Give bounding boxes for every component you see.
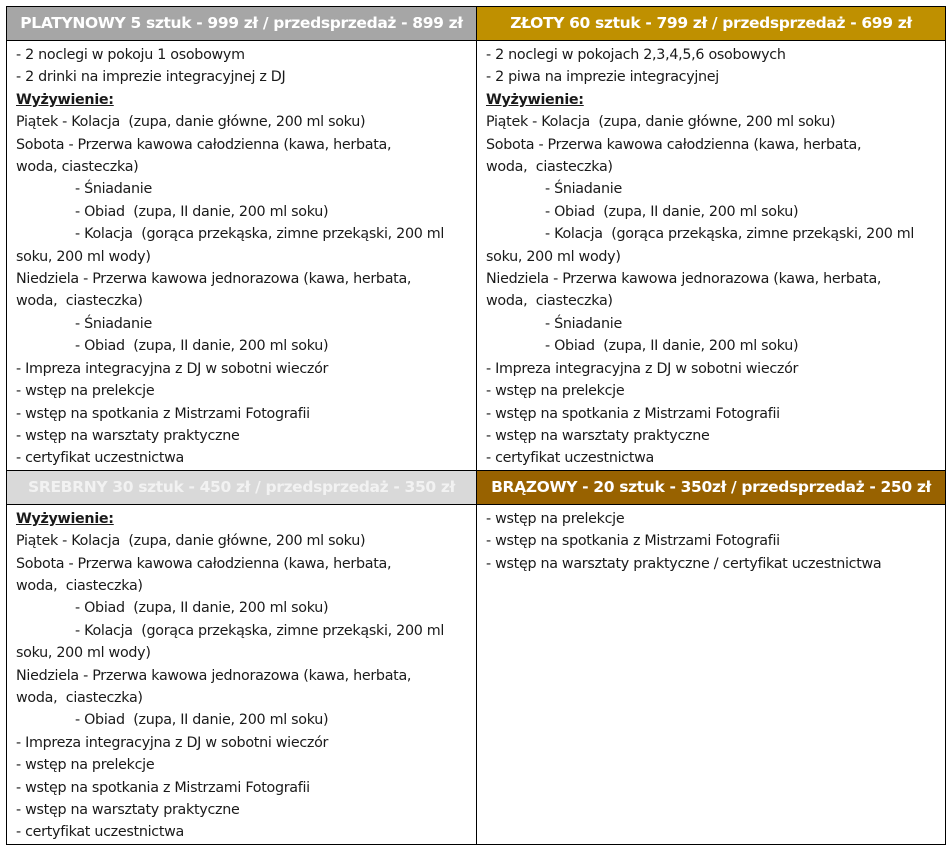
meal-item: woda, ciasteczka) [16, 689, 143, 706]
perk-item: - 2 drinki na imprezie integracyjnej z DJ [16, 69, 286, 86]
perk-item: - certyfikat uczestnictwa [486, 450, 654, 467]
meal-item: - Obiad (zupa, II danie, 200 ml soku) [75, 600, 329, 617]
perk-item: - wstęp na warsztaty praktyczne [486, 427, 710, 444]
meal-item: Sobota - Przerwa kawowa całodzienna (kawa, herbata, [16, 136, 392, 153]
meal-item: woda, ciasteczka) [486, 293, 613, 310]
meal-item: Sobota - Przerwa kawowa całodzienna (kawa, herbata, [16, 555, 392, 572]
meal-item: - Obiad (zupa, II danie, 200 ml soku) [75, 338, 329, 355]
meal-item: - Obiad (zupa, II danie, 200 ml soku) [545, 203, 799, 220]
tier-body-gold [477, 41, 946, 471]
meal-item: - Obiad (zupa, II danie, 200 ml soku) [545, 338, 799, 355]
tier-body-platinum [7, 41, 477, 471]
meal-item: - Śniadanie [75, 181, 152, 198]
meal-item: woda, ciasteczka) [486, 159, 613, 176]
meal-item: - Śniadanie [75, 315, 152, 332]
perk-item: - wstęp na spotkania z Mistrzami Fotografii [16, 779, 310, 796]
perk-item: - wstęp na warsztaty praktyczne [16, 427, 240, 444]
meal-item: Niedziela - Przerwa kawowa jednorazowa (kawa, herbata, [16, 667, 412, 684]
header-row-bottom [7, 470, 946, 504]
perk-item: - certyfikat uczestnictwa [16, 450, 184, 467]
perk-item: - wstęp na spotkania z Mistrzami Fotografii [16, 405, 310, 422]
meal-item: soku, 200 ml wody) [486, 248, 621, 265]
meal-item: woda, ciasteczka) [16, 293, 143, 310]
meal-item: - Obiad (zupa, II danie, 200 ml soku) [75, 203, 329, 220]
perk-item: - Impreza integracyjna z DJ w sobotni wieczór [16, 360, 329, 377]
perk-item: - wstęp na prelekcje [16, 757, 155, 774]
perk-item: - wstęp na spotkania z Mistrzami Fotografii [486, 533, 780, 550]
perk-item: - 2 noclegi w pokojach 2,3,4,5,6 osobowych [486, 47, 786, 63]
meal-item: Niedziela - Przerwa kawowa jednorazowa (kawa, herbata, [16, 271, 412, 288]
perk-item: - wstęp na prelekcje [486, 510, 625, 527]
perk-item: - certyfikat uczestnictwa [16, 824, 184, 841]
meal-item: Piątek - Kolacja (zupa, danie główne, 200 ml soku) [16, 114, 366, 131]
meal-item: woda, ciasteczka) [16, 577, 143, 594]
body-row-bottom [7, 504, 946, 844]
meals-heading: Wyżywienie: [486, 91, 584, 108]
perk-item: - wstęp na prelekcje [486, 383, 625, 400]
perk-item: - 2 piwa na imprezie integracyjnej [486, 69, 719, 86]
ticket-pricing-table [6, 6, 946, 845]
meal-item: woda, ciasteczka) [16, 159, 139, 176]
meal-item: soku, 200 ml wody) [16, 248, 151, 265]
meal-item: - Kolacja (gorąca przekąska, zimne przekąski, 200 ml [75, 226, 445, 243]
meal-item: soku, 200 ml wody) [16, 645, 151, 662]
meal-item: - Śniadanie [545, 315, 622, 332]
tier-header-platinum: PLATYNOWY 5 sztuk - 999 zł / przedsprzedaż - 899 zł [7, 7, 477, 41]
perk-item: - wstęp na warsztaty praktyczne [16, 802, 240, 818]
perk-item: - 2 noclegi w pokoju 1 osobowym [16, 47, 245, 63]
meal-item: - Kolacja (gorąca przekąska, zimne przekąski, 200 ml [545, 226, 915, 243]
tier-body-silver [7, 504, 477, 844]
tier-header-bronze: BRĄZOWY - 20 sztuk - 350zł / przedsprzedaż - 250 zł [477, 470, 946, 504]
meal-item: Piątek - Kolacja (zupa, danie główne, 200 ml soku) [486, 114, 836, 131]
perk-item: - Impreza integracyjna z DJ w sobotni wieczór [486, 360, 799, 377]
tier-header-silver: SREBRNY 30 sztuk - 450 zł / przedsprzedaż - 350 zł [7, 470, 477, 504]
meal-item: Niedziela - Przerwa kawowa jednorazowa (kawa, herbata, [486, 271, 882, 288]
meals-heading: Wyżywienie: [16, 510, 114, 527]
perk-item: - wstęp na spotkania z Mistrzami Fotografii [486, 405, 780, 422]
tier-body-bronze [477, 504, 946, 844]
meals-heading: Wyżywienie: [16, 91, 114, 108]
meal-item: - Kolacja (gorąca przekąska, zimne przekąski, 200 ml [75, 622, 445, 639]
meal-item: Piątek - Kolacja (zupa, danie główne, 200 ml soku) [16, 533, 366, 550]
body-row-top [7, 41, 946, 471]
meal-item: - Obiad (zupa, II danie, 200 ml soku) [75, 712, 329, 729]
perk-item: - wstęp na prelekcje [16, 383, 155, 400]
meal-item: Sobota - Przerwa kawowa całodzienna (kawa, herbata, [486, 136, 862, 153]
tier-header-gold: ZŁOTY 60 sztuk - 799 zł / przedsprzedaż - 699 zł [477, 7, 946, 41]
meal-item: - Śniadanie [545, 181, 622, 198]
perk-item: - Impreza integracyjna z DJ w sobotni wieczór [16, 734, 329, 751]
header-row-top [7, 7, 946, 41]
perk-item: - wstęp na warsztaty praktyczne / certyfikat uczestnictwa [486, 555, 882, 572]
